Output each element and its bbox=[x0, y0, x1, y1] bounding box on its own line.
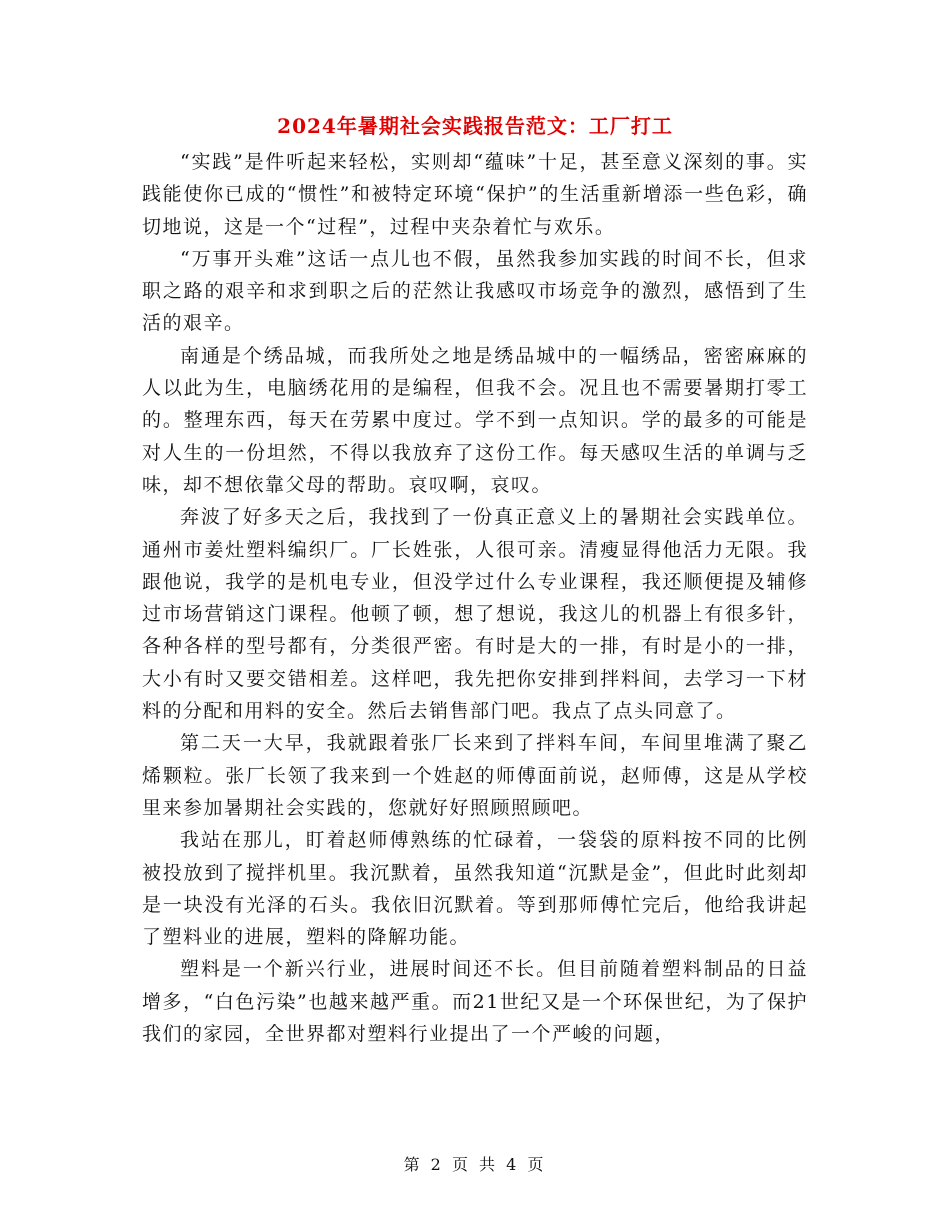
document-title: 2024年暑期社会实践报告范文：工厂打工 bbox=[277, 114, 673, 138]
paragraph: 第二天一大早，我就跟着张厂长来到了拌料车间，车间里堆满了聚乙烯颗粒。张厂长领了我来到一个姓赵的师傅面前说，赵师傅，这是从学校里来参加暑期社会实践的，您就好好照顾照顾吧。 bbox=[142, 732, 808, 819]
paragraph: “实践”是件听起来轻松，实则却“蕴味”十足，甚至意义深刻的事。实践能使你已成的“惯性”和被特定环境“保护”的生活重新增添一些色彩，确切地说，这是一个“过程”，过程中夹杂着忙与欢乐。 bbox=[142, 151, 808, 238]
paragraph: “万事开头难”这话一点儿也不假，虽然我参加实践的时间不长，但求职之路的艰辛和求到职之后的茫然让我感叹市场竞争的激烈，感悟到了生活的艰辛。 bbox=[142, 247, 808, 335]
paragraph: 奔波了好多天之后，我找到了一份真正意义上的暑期社会实践单位。通州市姜灶塑料编织厂。厂长姓张，人很可亲。清瘦显得他活力无限。我跟他说，我学的是机电专业，但没学过什么专业课程，我还顺便提及辅修过市场营销这门课程。他顿了顿，想了想说，我这儿的机器上有很多针，各种各样的型号都有，分类很严密。有时是大的一排，有时是小的一排，大小有时又要交错相差。这样吧，我先把你安排到拌料间，去学习一下材料的分配和用料的安全。然后去销售部门吧。我点了点头同意了。 bbox=[142, 506, 808, 723]
paragraph: 我站在那儿，盯着赵师傅熟练的忙碌着，一袋袋的原料按不同的比例被投放到了搅拌机里。我沉默着，虽然我知道“沉默是金”，但此时此刻却是一块没有光泽的石头。我依旧沉默着。等到那师傅忙完后，他给我讲起了塑料业的进展，塑料的降解功能。 bbox=[142, 829, 808, 949]
document-body bbox=[142, 146, 808, 1050]
page-footer: 第 2 页 共 4 页 bbox=[403, 1155, 547, 1174]
paragraph: 南通是个绣品城，而我所处之地是绣品城中的一幅绣品，密密麻麻的人以此为生，电脑绣花用的是编程，但我不会。况且也不需要暑期打零工的。整理东西，每天在劳累中度过。学不到一点知识。学的最多的可能是对人生的一份坦然，不得以我放弃了这份工作。每天感叹生活的单调与乏味，却不想依靠父母的帮助。哀叹啊，哀叹。 bbox=[142, 344, 808, 496]
paragraph: 塑料是一个新兴行业，进展时间还不长。但目前随着塑料制品的日益增多，“白色污染”也越来越严重。而21世纪又是一个环保世纪，为了保护我们的家园，全世界都对塑料行业提出了一个严峻的问题， bbox=[142, 958, 808, 1046]
